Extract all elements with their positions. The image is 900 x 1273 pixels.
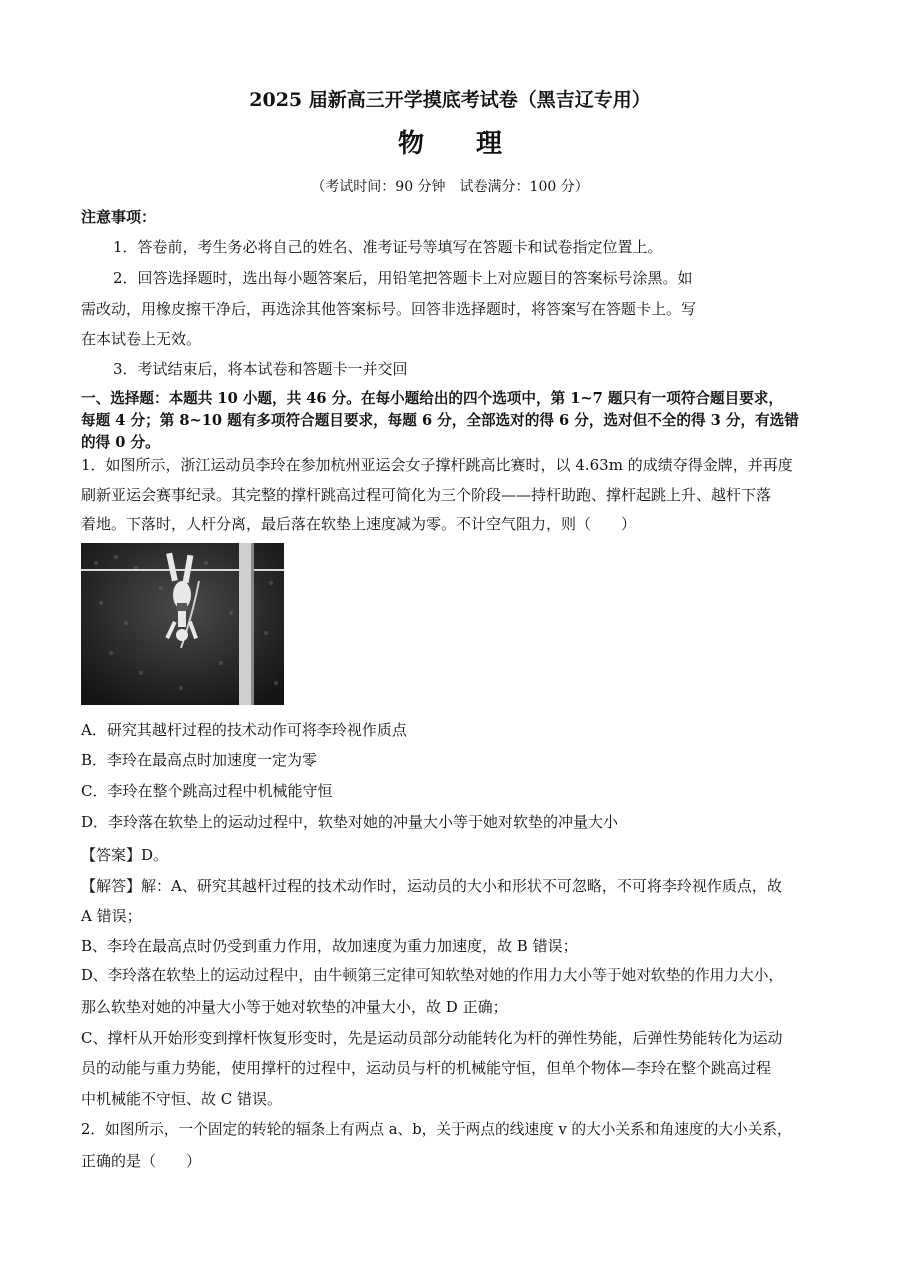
q1-analysis-line-6: C、撑杆从开始形变到撑杆恢复形变时，先是运动员部分动能转化为杆的弹性势能，后弹性势能转化为运动 — [81, 1029, 783, 1047]
notice-item-3: 3．考试结束后，将本试卷和答题卡一并交回 — [113, 360, 408, 378]
q1-stem-line-2: 刷新亚运会赛事纪录。其完整的撑杆跳高过程可简化为三个阶段——持杆助跑、撑杆起跳上升、越杆下落 — [81, 486, 772, 504]
subject-title: 物理 — [397, 129, 554, 159]
q1-analysis-line-7: 员的动能与重力势能，使用撑杆的过程中，运动员与杆的机械能守恒，但单个物体—李玲在整个跳高过程 — [81, 1059, 772, 1077]
notice-heading: 注意事项： — [81, 208, 157, 226]
exam-title: 2025 届新高三开学摸底考试卷（黑吉辽专用） — [249, 89, 651, 111]
q1-analysis-line-3: B、李玲在最高点时仍受到重力作用，故加速度为重力加速度，故 B 错误； — [81, 937, 578, 955]
notice-item-2-line-2: 需改动，用橡皮擦干净后，再选涂其他答案标号。回答非选择题时，将答案写在答题卡上。写 — [81, 300, 697, 318]
exam-info: （考试时间：90 分钟 试卷满分：100 分） — [311, 179, 589, 195]
notice-item-2-line-3: 在本试卷上无效。 — [81, 330, 202, 348]
section-1-line-2: 每题 4 分；第 8~10 题有多项符合题目要求，每题 6 分，全部选对的得 6 分，选对但不全的得 3 分，有选错 — [81, 412, 799, 429]
notice-item-1: 1．答卷前，考生务必将自己的姓名、准考证号等填写在答题卡和试卷指定位置上。 — [113, 238, 663, 256]
q1-option-d: D．李玲落在软垫上的运动过程中，软垫对她的冲量大小等于她对软垫的冲量大小 — [81, 813, 619, 831]
q1-stem-line-3: 着地。下落时，人杆分离，最后落在软垫上速度减为零。不计空气阻力，则（ ） — [81, 515, 637, 533]
q2-stem-line-1: 2．如图所示，一个固定的转轮的辐条上有两点 a、b，关于两点的线速度 v 的大小关系和角速度的大小关系， — [81, 1121, 792, 1138]
q2-stem-line-2: 正确的是（ ） — [81, 1152, 202, 1170]
q1-analysis-line-4: D、李玲落在软垫上的运动过程中，由牛顿第三定律可知软垫对她的作用力大小等于她对软垫的作用力大小， — [81, 967, 784, 984]
q1-answer: 【答案】D。 — [81, 846, 169, 864]
q1-option-a: A．研究其越杆过程的技术动作可将李玲视作质点 — [81, 721, 407, 739]
q1-option-c: C．李玲在整个跳高过程中机械能守恒 — [81, 782, 333, 800]
q1-analysis-line-8: 中机械能不守恒、故 C 错误。 — [81, 1090, 283, 1108]
q1-analysis-line-5: 那么软垫对她的冲量大小等于她对软垫的冲量大小，故 D 正确； — [81, 998, 508, 1016]
notice-item-2-line-1: 2．回答选择题时，选出每小题答案后，用铅笔把答题卡上对应题目的答案标号涂黑。如 — [113, 269, 693, 287]
section-1-line-1: 一、选择题：本题共 10 小题，共 46 分。在每小题给出的四个选项中，第 1~7 题只有一项符合题目要求， — [81, 390, 783, 407]
q1-analysis-line-1: 【解答】解：A、研究其越杆过程的技术动作时，运动员的大小和形状不可忽略，不可将李玲视作质点，故 — [81, 877, 782, 895]
q1-stem-line-1: 1．如图所示，浙江运动员李玲在参加杭州亚运会女子撑杆跳高比赛时，以 4.63m 的成绩夺得金牌，并再度 — [81, 456, 793, 474]
pole-vault-photo — [81, 543, 284, 705]
q1-option-b: B．李玲在最高点时加速度一定为零 — [81, 751, 318, 769]
section-1-line-3: 的得 0 分。 — [81, 434, 160, 451]
q1-analysis-line-2: A 错误； — [81, 907, 142, 925]
